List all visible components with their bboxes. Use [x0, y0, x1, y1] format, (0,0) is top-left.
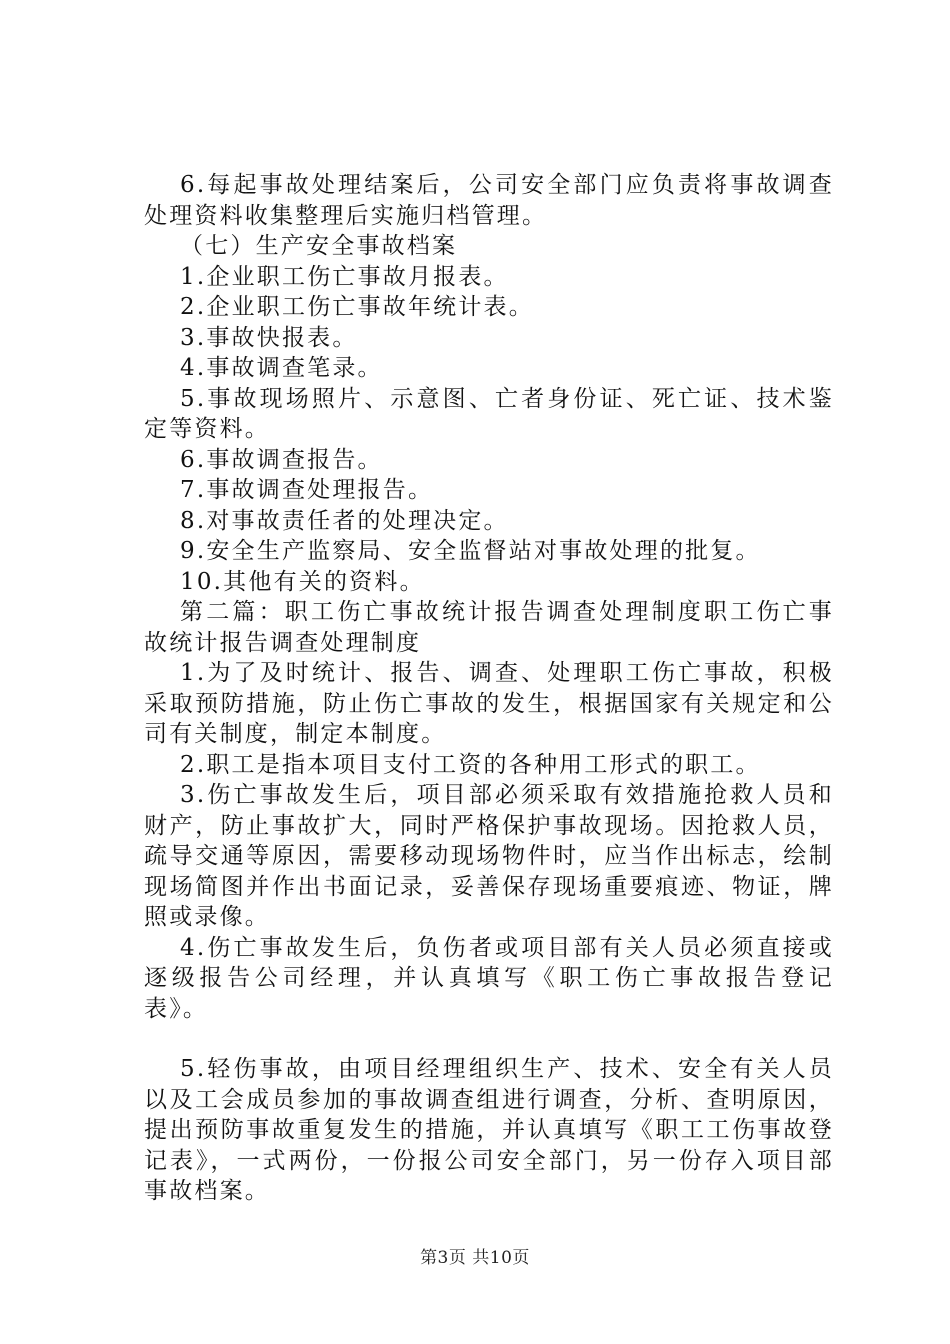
list-item: 4.事故调查笔录。	[180, 355, 383, 381]
list-item: 1.企业职工伤亡事故月报表。	[180, 263, 509, 290]
paragraph-item-6-archiving: 6.每起事故处理结案后，公司安全部门应负责将事故调查处理资料收集整理后实施归档管理。	[144, 172, 834, 229]
clause-paragraph: 1.为了及时统计、报告、调查、处理职工伤亡事故，积极采取预防措施，防止伤亡事故的发生，根据国家有关规定和公司有关制度，制定本制度。	[144, 660, 834, 747]
section-heading-accident-archive: （七）生产安全事故档案	[180, 233, 458, 259]
clause-paragraph: 2.职工是指本项目支付工资的各种用工形式的职工。	[180, 751, 761, 778]
list-item: 5.事故现场照片、示意图、亡者身份证、死亡证、技术鉴定等资料。	[144, 385, 834, 442]
list-item: 9.安全生产监察局、安全监督站对事故处理的批复。	[180, 538, 761, 564]
list-item: 10.其他有关的资料。	[180, 568, 425, 595]
clause-paragraph: 5.轻伤事故，由项目经理组织生产、技术、安全有关人员以及工会成员参加的事故调查组进行调查，分析、查明原因，提出预防事故重复发生的措施，并认真填写《职工工伤事故登记表》，一式两份，一份报公司安全部门，另一份存入项目部事故档案。	[144, 1056, 834, 1204]
list-item: 8.对事故责任者的处理决定。	[180, 507, 509, 534]
document-body	[144, 170, 834, 1207]
page-number-footer: 第3页 共10页	[420, 1248, 530, 1268]
clause-paragraph: 4.伤亡事故发生后，负伤者或项目部有关人员必须直接或逐级报告公司经理，并认真填写《职工伤亡事故报告登记表》。	[144, 934, 834, 1022]
chapter-heading-second-part: 第二篇：职工伤亡事故统计报告调查处理制度职工伤亡事故统计报告调查处理制度	[144, 599, 834, 656]
list-item: 2.企业职工伤亡事故年统计表。	[180, 294, 534, 320]
clause-paragraph: 3.伤亡事故发生后，项目部必须采取有效措施抢救人员和财产，防止事故扩大，同时严格保护事故现场。因抢救人员，疏导交通等原因，需要移动现场物件时，应当作出标志，绘制现场简图并作出书面记录，妥善保存现场重要痕迹、物证，牌照或录像。	[144, 782, 834, 930]
list-item: 3.事故快报表。	[180, 324, 358, 351]
list-item: 7.事故调查处理报告。	[180, 477, 434, 503]
list-item: 6.事故调查报告。	[180, 446, 383, 473]
